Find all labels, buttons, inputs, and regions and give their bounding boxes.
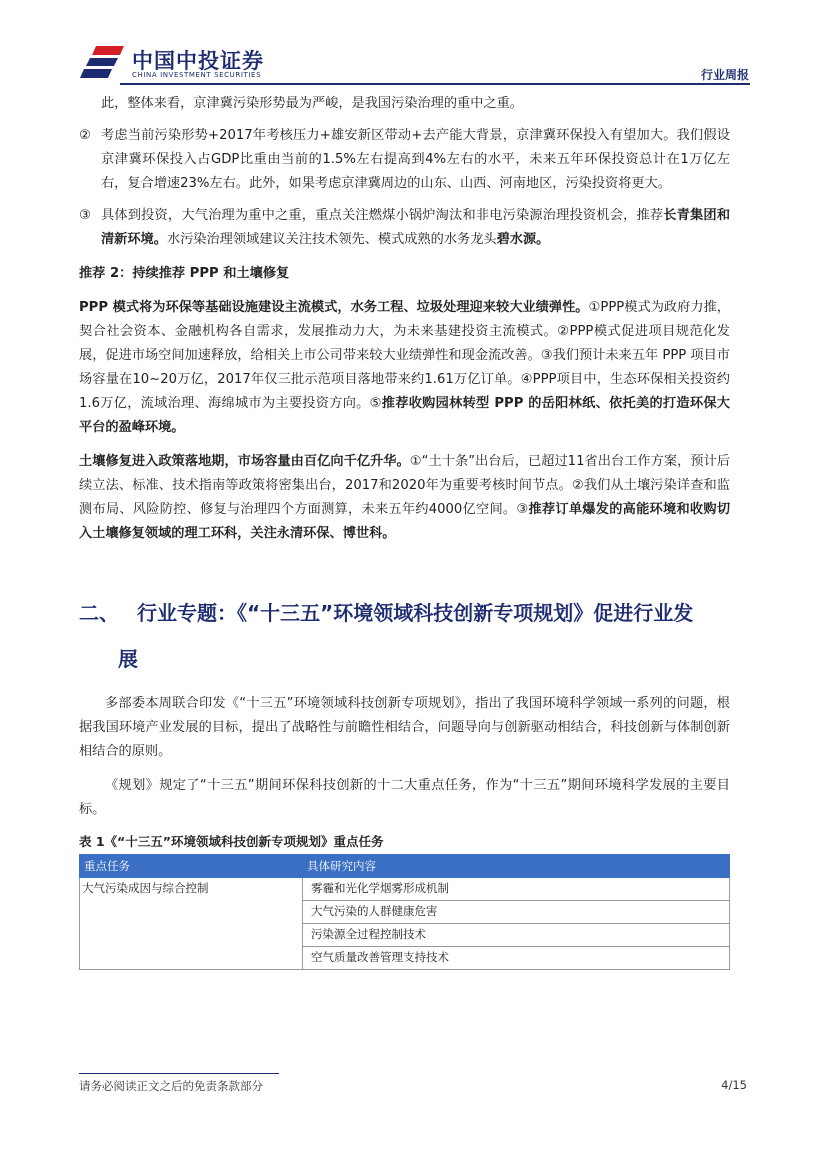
list-number: ② [79, 128, 91, 143]
logo-chinese-name: 中国中投证券 [132, 49, 264, 73]
table-row [80, 878, 730, 901]
text-run: 水污染治理领域建议关注技术领先、模式成熟的水务龙头 [166, 232, 497, 247]
list-item-3 [79, 204, 730, 252]
section-heading [79, 590, 730, 682]
company-logo [80, 44, 280, 80]
list-item-2 [79, 124, 730, 196]
soil-paragraph [79, 450, 730, 546]
text-run: ①PPP模式为政府力推，契合社会资本、金融机构各自需求，发展推动力大，为未来基建投资主流模式。②PPP模式促进项目规范化发展，促进市场空间加速释放，给相关上市公司带来较大业绩弹性和现金流改善。③我们预计未来五年 PPP 项目市场容量在10~20万亿，2017年仅三批示范项目落地带来约1.61万亿订单。④PPP项目中，生态环保相关投资约1.6万亿，流域治理、海绵城市为主要投资方向。⑤ [79, 300, 730, 411]
list-number: ③ [79, 208, 91, 223]
list-item-text: 考虑当前污染形势+2017年考核压力+雄安新区带动+去产能大背景，京津冀环保投入有望加大。我们假设京津冀环保投入占GDP比重由当前的1.5%左右提高到4%左右的水平，未来五年环保投资总计在1万亿左右，复合增速23%左右。此外，如果考虑京津冀周边的山东、山西、河南地区，污染投资将更大。 [101, 128, 730, 191]
bold-text-run: 推荐订单爆发的高能环境和收购切入土壤修复领域的理工环科，关注永清环保、博世科。 [79, 502, 731, 541]
footer-divider [79, 1073, 279, 1074]
section-title-line1: 行业专题：《“十三五”环境领域科技创新专项规划》促进行业发 [137, 601, 694, 625]
paragraph-continuation: 此，整体来看，京津冀污染形势最为严峻，是我国污染治理的重中之重。 [101, 96, 523, 111]
table-cell: 空气质量改善管理支持技术 [303, 947, 730, 970]
body-paragraph-1: 多部委本周联合印发《“十三五”环境领域科技创新专项规划》，指出了我国环境科学领域一系列的问题，根据我国环境产业发展的目标，提出了战略性与前瞻性相结合，问题导向与创新驱动相结合，科技创新与体制创新相结合的原则。 [79, 696, 730, 759]
bold-text-run: PPP 模式将为环保等基础设施建设主流模式，水务工程、垃圾处理迎来较大业绩弹性。 [79, 300, 589, 315]
header-divider [120, 83, 750, 85]
ppp-paragraph [79, 296, 730, 440]
table-header-row [80, 855, 730, 878]
list-item-text [101, 204, 730, 252]
text-run: ①“土十条”出台后，已超过11省出台工作方案，预计后续立法、标准、技术指南等政策将密集出台，2017和2020年为重要考核时间节点。②我们从土壤污染详查和监测布局、风险防控、修复与治理四个方面测算，未来五年约4000亿空间。③ [79, 454, 731, 517]
page-number: 4/15 [721, 1078, 747, 1092]
bold-text-run: 碧水源。 [496, 232, 550, 247]
table-cell: 雾霾和光化学烟雾形成机制 [303, 878, 730, 901]
logo-mark-icon [80, 44, 126, 80]
section-title-line2: 展 [118, 647, 138, 671]
logo-english-name: CHINA INVESTMENT SECURITIES [132, 71, 262, 79]
table-header-cell: 重点任务 [80, 855, 303, 878]
footer-disclaimer: 请务必阅读正文之后的免责条款部分 [79, 1079, 263, 1093]
bold-text-run: 土壤修复进入政策落地期，市场容量由百亿向千亿升华。 [79, 454, 410, 469]
report-type-tag: 行业周报 [700, 68, 749, 82]
main-content [79, 92, 730, 970]
bold-text-run: 长青集团和清新环境。 [101, 208, 731, 247]
table-cell: 污染源全过程控制技术 [303, 924, 730, 947]
bold-text-run: 推荐收购园林转型 PPP 的岳阳林纸、依托美的打造环保大平台的盈峰环境。 [79, 396, 730, 435]
text-run: 具体到投资，大气治理为重中之重，重点关注燃煤小锅炉淘汰和非电污染源治理投资机会，推荐 [101, 208, 664, 223]
table-cell: 大气污染的人群健康危害 [303, 901, 730, 924]
body-paragraph-2: 《规划》规定了“十三五”期间环保科技创新的十二大重点任务，作为“十三五”期间环境科学发展的主要目标。 [79, 778, 730, 817]
table-cell-task: 大气污染成因与综合控制 [80, 878, 303, 970]
key-tasks-table [79, 854, 730, 970]
table-header-cell: 具体研究内容 [303, 855, 730, 878]
table-title: 表 1《“十三五”环境领域科技创新专项规划》重点任务 [79, 834, 384, 849]
subheading-recommendation-2: 推荐 2：持续推荐 PPP 和土壤修复 [79, 266, 290, 281]
section-number: 二、 [79, 601, 119, 625]
